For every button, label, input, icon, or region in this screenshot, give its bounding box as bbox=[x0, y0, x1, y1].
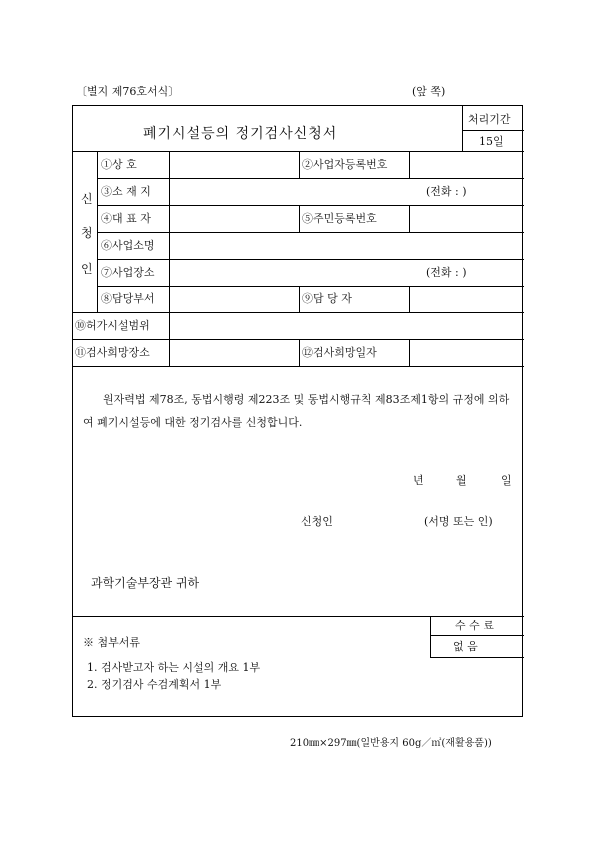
divider bbox=[299, 151, 300, 178]
business-name-label: ①상 호 bbox=[101, 158, 137, 171]
divider bbox=[299, 286, 300, 312]
form-number: 〔별지 제76호서식〕 bbox=[76, 85, 180, 98]
resident-reg-number-label: ⑤주민등록번호 bbox=[302, 212, 377, 225]
application-statement: 원자력법 제78조, 동법시행령 제223조 및 동법시행규칙 제83조제1항의 규정에 의하여 폐기시설등에 대한 정기검사를 신청합니다. bbox=[83, 393, 510, 429]
attachment-item: 1. 검사받고자 하는 시설의 개요 1부 bbox=[87, 661, 261, 674]
divider bbox=[462, 106, 463, 151]
applicant-group-char: 인 bbox=[81, 262, 93, 276]
business-reg-number-label: ②사업자등록번호 bbox=[302, 158, 388, 171]
processing-period-label: 처리기간 bbox=[468, 113, 511, 126]
date-year: 년 bbox=[413, 474, 424, 487]
divider bbox=[409, 151, 410, 178]
addressee: 과학기술부장관 귀하 bbox=[91, 576, 200, 590]
divider bbox=[73, 312, 524, 313]
divider bbox=[409, 205, 410, 232]
divider bbox=[97, 286, 524, 287]
applicant-group-char: 청 bbox=[81, 226, 93, 240]
licensed-facility-scope-label: ⑩허가시설범위 bbox=[75, 319, 150, 332]
fee-label: 수 수 료 bbox=[455, 619, 494, 632]
divider bbox=[73, 366, 524, 367]
applicant-group-char: 신 bbox=[81, 192, 93, 206]
form-title: 폐기시설등의 정기검사신청서 bbox=[143, 126, 338, 142]
divider bbox=[409, 339, 410, 366]
processing-period-value: 15일 bbox=[479, 135, 504, 148]
divider bbox=[97, 232, 524, 233]
divider bbox=[97, 259, 524, 260]
application-form bbox=[72, 105, 523, 717]
date-month: 월 bbox=[456, 474, 467, 487]
divider bbox=[430, 657, 524, 658]
divider bbox=[299, 205, 300, 232]
department-label: ⑧담당부서 bbox=[101, 292, 155, 305]
address-label: ③소 재 지 bbox=[101, 185, 151, 198]
divider bbox=[169, 151, 170, 366]
date-day: 일 bbox=[501, 474, 512, 487]
divider bbox=[409, 286, 410, 312]
workplace-label: ⑦사업장소 bbox=[101, 266, 155, 279]
inspection-date-label: ⑫검사희망일자 bbox=[302, 346, 377, 359]
address-phone-label: (전화 : ) bbox=[426, 185, 467, 198]
divider bbox=[430, 616, 431, 657]
divider bbox=[73, 616, 524, 617]
signature-label: (서명 또는 인) bbox=[424, 515, 493, 528]
office-name-label: ⑥사업소명 bbox=[101, 239, 155, 252]
contact-person-label: ⑨담 당 자 bbox=[302, 292, 352, 305]
divider bbox=[97, 178, 524, 179]
divider bbox=[462, 130, 524, 131]
divider bbox=[430, 635, 524, 636]
attachment-item: 2. 정기검사 수검계획서 1부 bbox=[87, 678, 222, 691]
divider bbox=[97, 205, 524, 206]
workplace-phone-label: (전화 : ) bbox=[426, 266, 467, 279]
attachments-title: ※ 첨부서류 bbox=[83, 636, 141, 649]
representative-label: ④대 표 자 bbox=[101, 212, 151, 225]
inspection-place-label: ⑪검사희망장소 bbox=[75, 346, 150, 359]
divider bbox=[299, 339, 300, 366]
paper-spec: 210㎜×297㎜(일반용지 60g／㎡(재활용품)) bbox=[290, 738, 492, 749]
page-side-label: (앞 쪽) bbox=[412, 85, 446, 98]
fee-value: 없 음 bbox=[453, 640, 478, 653]
applicant-label: 신청인 bbox=[301, 515, 333, 528]
